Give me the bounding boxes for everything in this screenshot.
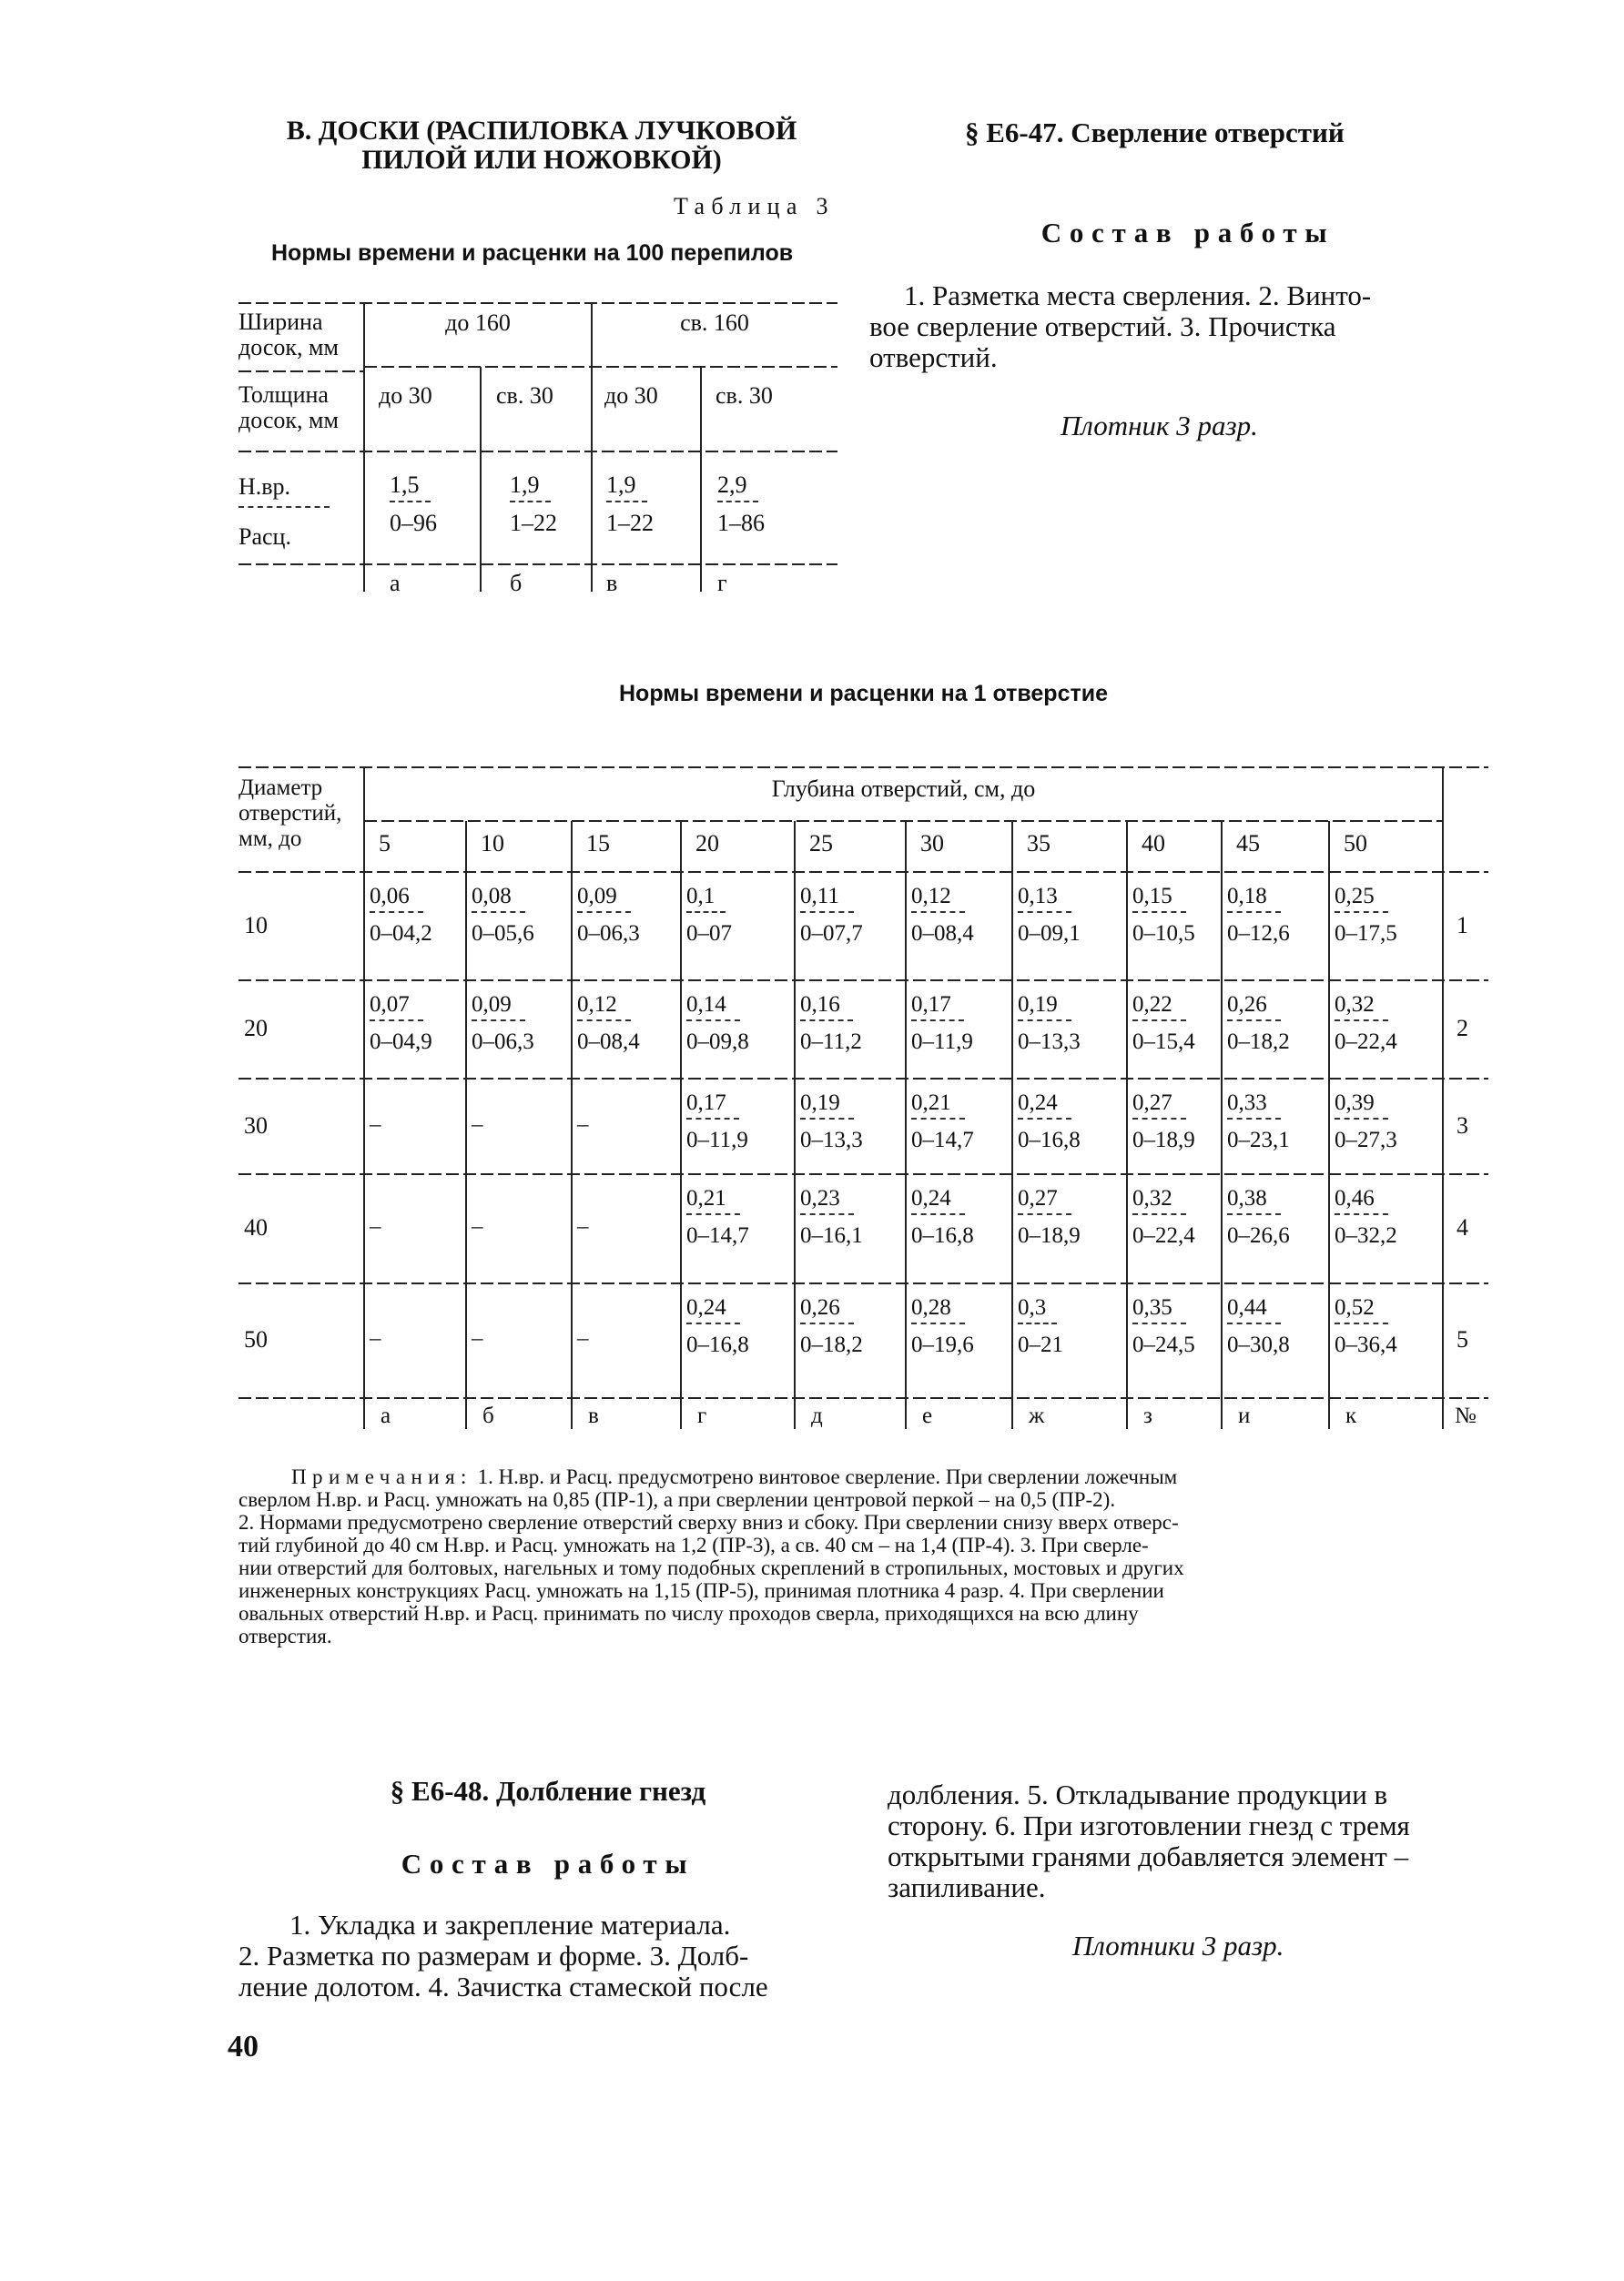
table3-rate-d: 1–86 xyxy=(717,510,765,536)
table2-cell xyxy=(686,993,749,1053)
fraction-line xyxy=(1132,1118,1186,1120)
table2-hvr: 0,08 xyxy=(472,884,512,908)
table3-width-group-1: до 160 xyxy=(445,309,511,336)
fraction-line xyxy=(577,1019,631,1021)
section47-title: § Е6-47. Сверление отверстий xyxy=(965,117,1345,148)
table2-dash: – xyxy=(577,1111,589,1137)
table2-letter: е xyxy=(922,1404,933,1428)
table2-hvr: 0,13 xyxy=(1018,884,1058,908)
table2-cell xyxy=(686,1187,749,1247)
table2-hvr: 0,18 xyxy=(1227,884,1267,908)
fraction-line xyxy=(1018,1118,1071,1120)
table2-caption: Нормы времени и расценки на 1 отверстие xyxy=(619,681,1108,706)
table2-rate: 0–07 xyxy=(686,921,732,946)
table2-hvr: 0,09 xyxy=(577,884,617,908)
table2-cell xyxy=(1018,1091,1081,1151)
notes-label: Примечания: xyxy=(291,1465,472,1488)
fraction-line xyxy=(800,1213,854,1215)
table2-depth-4: 20 xyxy=(695,830,719,857)
fraction-line xyxy=(911,1213,965,1215)
table2-cell xyxy=(1227,993,1290,1053)
table3-cell-d xyxy=(717,473,765,535)
table2-dash: – xyxy=(472,1326,483,1351)
table2-cell xyxy=(1335,1187,1397,1247)
table2-hvr: 0,28 xyxy=(911,1295,951,1320)
table3-hvr-c: 1,9 xyxy=(606,471,636,498)
table2-cell xyxy=(1227,1296,1290,1356)
table2-hvr: 0,21 xyxy=(686,1186,726,1211)
table2-rate: 0–13,3 xyxy=(800,1128,863,1152)
section48-left2: 2. Разметка по размерам и форме. 3. Долб- xyxy=(239,1940,749,1972)
fraction-line xyxy=(686,1019,740,1021)
section-b-title-line2: ПИЛОЙ ИЛИ НОЖОВКОЙ) xyxy=(361,145,722,175)
table2-cell xyxy=(800,1091,863,1151)
table3-label: Таблица 3 xyxy=(674,193,835,219)
table2-rate: 0–12,6 xyxy=(1227,921,1290,946)
table2-diameter: 10 xyxy=(244,911,268,938)
section47-work-line2: вое сверление отверстий. 3. Прочистка xyxy=(869,310,1336,342)
table3-rate-c: 1–22 xyxy=(606,510,654,536)
table2-hvr: 0,24 xyxy=(911,1186,951,1211)
table2-rate: 0–21 xyxy=(1018,1333,1063,1357)
table2-rate: 0–22,4 xyxy=(1132,1223,1195,1248)
table2-depth-6: 30 xyxy=(920,830,944,857)
notes-line7: овальных отверстий Н.вр. и Расц. принимать по числу проходов сверла, приходящихся на всю длину xyxy=(239,1602,1139,1625)
table2-hvr: 0,24 xyxy=(1018,1090,1058,1115)
table2-depth-9: 45 xyxy=(1236,830,1260,857)
table2-cell xyxy=(1018,1187,1081,1247)
table2-hvr: 0,17 xyxy=(911,992,951,1017)
table2-rate: 0–14,7 xyxy=(911,1128,974,1152)
fraction-line xyxy=(911,1118,965,1120)
table2-hvr: 0,15 xyxy=(1132,884,1172,908)
section48-left1: 1. Укладка и закрепление материала. xyxy=(289,1909,731,1941)
table2-rate: 0–16,8 xyxy=(911,1223,974,1248)
table2-row-number: 4 xyxy=(1457,1214,1468,1241)
table2-hvr: 0,16 xyxy=(800,992,840,1017)
table2-cell xyxy=(577,993,640,1053)
table2-cell xyxy=(577,1112,589,1138)
table2-cell xyxy=(1335,885,1397,945)
fraction-line xyxy=(1335,1118,1388,1120)
section48-right1: долбления. 5. Откладывание продукции в xyxy=(888,1779,1388,1810)
table2-hvr: 0,26 xyxy=(800,1295,840,1320)
fraction-line xyxy=(686,1213,740,1215)
table2-hvr: 0,19 xyxy=(800,1090,840,1115)
fraction-line xyxy=(1335,1213,1388,1215)
table2-cell xyxy=(800,1187,863,1247)
table2-hvr: 0,52 xyxy=(1335,1295,1375,1320)
table2-dash: – xyxy=(370,1326,381,1351)
table2-letter: д xyxy=(811,1404,823,1428)
table2-cell xyxy=(370,993,432,1053)
table2-hvr: 0,14 xyxy=(686,992,726,1017)
section48-title: § Е6-48. Долбление гнезд xyxy=(390,1775,706,1807)
table3-letter-a: а xyxy=(390,570,401,596)
table2-diameter: 50 xyxy=(244,1326,268,1353)
fraction-line xyxy=(911,911,965,913)
table2-rate: 0–26,6 xyxy=(1227,1223,1290,1248)
table2-depth-10: 50 xyxy=(1344,830,1367,857)
table3-label-divider xyxy=(239,506,330,508)
fraction-line xyxy=(1132,1213,1186,1215)
table2-depth-8: 40 xyxy=(1142,830,1165,857)
page-number: 40 xyxy=(228,2030,259,2063)
section47-work-line1: 1. Разметка места сверления. 2. Винто- xyxy=(904,279,1372,311)
table2-cell xyxy=(1018,885,1081,945)
table2-depth-1: 5 xyxy=(379,830,391,857)
table2-rate: 0–17,5 xyxy=(1335,921,1397,946)
table2-rate: 0–36,4 xyxy=(1335,1333,1397,1357)
table2-cell xyxy=(1227,885,1290,945)
fraction-line xyxy=(911,1323,965,1324)
table2-cell xyxy=(472,1112,483,1138)
fraction-line xyxy=(1227,1213,1281,1215)
table2-hvr: 0,17 xyxy=(686,1090,726,1115)
table2-cell xyxy=(370,1214,381,1240)
table2-letter: б xyxy=(482,1404,494,1428)
section48-right4: запиливание. xyxy=(888,1871,1046,1903)
table2-dash: – xyxy=(577,1326,589,1351)
table2-cell xyxy=(1335,993,1397,1053)
section48-work-header: Состав работы xyxy=(401,1848,695,1880)
table2-rate: 0–06,3 xyxy=(472,1029,534,1054)
fraction-line xyxy=(1132,911,1186,913)
notes-line1: 1. Н.вр. и Расц. предусмотрено винтовое сверление. При сверлении ложечным xyxy=(477,1465,1178,1488)
table2-letter: а xyxy=(381,1404,391,1428)
table2-hvr: 0,21 xyxy=(911,1090,951,1115)
section48-right3: открытыми гранями добавляется элемент – xyxy=(888,1840,1409,1872)
table2-rate: 0–04,9 xyxy=(370,1029,432,1054)
notes-line4: тий глубиной до 40 см Н.вр. и Расц. умножать на 1,2 (ПР-3), а св. 40 см – на 1,4 (ПР-4). 3. При сверле- xyxy=(239,1534,1149,1556)
table2-rate: 0–23,1 xyxy=(1227,1128,1290,1152)
fraction-line xyxy=(686,1323,740,1324)
section48-left-text xyxy=(239,1910,848,2002)
table2-cell xyxy=(686,885,732,945)
table2-dash: – xyxy=(577,1214,589,1239)
table3-thickness-4: св. 30 xyxy=(716,382,773,409)
table2-num-header: № xyxy=(1455,1404,1477,1428)
fraction-line xyxy=(1018,911,1071,913)
fraction-line xyxy=(1132,1323,1186,1324)
table3-rate-label: Расц. xyxy=(239,523,291,550)
table2-rate: 0–10,5 xyxy=(1132,921,1195,946)
section48-left3: ление долотом. 4. Зачистка стамеской после xyxy=(239,1971,768,2002)
fraction-line xyxy=(1018,1213,1071,1215)
table2-cell xyxy=(911,993,973,1053)
fraction-line xyxy=(1227,1019,1281,1021)
table3-thickness-1: до 30 xyxy=(379,382,432,409)
table2-rate: 0–06,3 xyxy=(577,921,640,946)
table2-cell xyxy=(472,885,534,945)
table3-width-group-2: св. 160 xyxy=(680,309,749,336)
fraction-line xyxy=(472,1019,525,1021)
fraction-line xyxy=(472,911,525,913)
table2-cell xyxy=(370,1326,381,1352)
table2-rate: 0–16,1 xyxy=(800,1223,863,1248)
table2-cell xyxy=(800,1296,863,1356)
table2-cell xyxy=(1132,1187,1195,1247)
fraction-line xyxy=(1335,911,1388,913)
table2-row-number: 1 xyxy=(1457,911,1468,938)
table2-hvr: 0,25 xyxy=(1335,884,1375,908)
table2-rate: 0–09,8 xyxy=(686,1029,749,1054)
table2-letter: г xyxy=(697,1404,707,1428)
table3-rate-b: 1–22 xyxy=(510,510,557,536)
table2-rate: 0–11,9 xyxy=(686,1128,748,1152)
table2-cell xyxy=(1132,1296,1195,1356)
table2-hvr: 0,32 xyxy=(1132,1186,1172,1211)
section48-right2: сторону. 6. При изготовлении гнезд с тремя xyxy=(888,1810,1410,1841)
fraction-line xyxy=(1018,1323,1057,1324)
table3-cell-c xyxy=(606,473,654,535)
fraction-line xyxy=(370,1019,423,1021)
fraction-line xyxy=(800,1019,853,1021)
table3-thickness-header: Толщина досок, мм xyxy=(239,381,339,433)
table2-rate: 0–30,8 xyxy=(1227,1333,1290,1357)
fraction-line xyxy=(1335,1323,1388,1324)
table2-cell xyxy=(1132,993,1195,1053)
table2-diameter: 40 xyxy=(244,1214,268,1241)
table2-cell xyxy=(911,1296,974,1356)
table2-row-number: 3 xyxy=(1457,1111,1468,1139)
table3-width-header: Ширина досок, мм xyxy=(239,309,339,360)
table2-cell xyxy=(472,1326,483,1352)
table2-depth-header: Глубина отверстий, см, до xyxy=(771,776,1036,802)
table2-cell xyxy=(1132,885,1195,945)
fraction-line xyxy=(577,911,631,913)
table2-hvr: 0,46 xyxy=(1335,1186,1375,1211)
table3-hvr-a: 1,5 xyxy=(390,471,420,498)
fraction-line xyxy=(1227,911,1281,913)
table2-depth-3: 15 xyxy=(586,830,610,857)
table2-hvr: 0,39 xyxy=(1335,1090,1375,1115)
table2-depth-5: 25 xyxy=(809,830,833,857)
fraction-line xyxy=(1132,1019,1186,1021)
table2-dash: – xyxy=(472,1214,483,1239)
table2-hvr: 0,09 xyxy=(472,992,512,1017)
table2-rate: 0–16,8 xyxy=(686,1333,749,1357)
notes-block xyxy=(239,1465,1490,1647)
table3-thickness-3: до 30 xyxy=(604,382,658,409)
table2-depth-2: 10 xyxy=(481,830,504,857)
table2-rate: 0–08,4 xyxy=(911,921,974,946)
section47-work-line3: отверстий. xyxy=(869,341,998,373)
table2-cell xyxy=(370,1112,381,1138)
table2-rate: 0–04,2 xyxy=(370,921,432,946)
table2-rate: 0–11,9 xyxy=(911,1029,973,1054)
table2-cell xyxy=(1335,1091,1397,1151)
table2-rate: 0–24,5 xyxy=(1132,1333,1195,1357)
table2-diam-header-2: отверстий, xyxy=(239,801,342,826)
table2-hvr: 0,07 xyxy=(370,992,410,1017)
table2-diameter: 30 xyxy=(244,1111,268,1139)
table2-hvr: 0,26 xyxy=(1227,992,1267,1017)
table2-cell xyxy=(1227,1187,1290,1247)
table2-dash: – xyxy=(472,1111,483,1137)
table2-rate: 0–09,1 xyxy=(1018,921,1081,946)
table2-hvr: 0,32 xyxy=(1335,992,1375,1017)
table2-cell xyxy=(686,1296,749,1356)
table3-letter-b: б xyxy=(510,570,523,596)
table2-hvr: 0,22 xyxy=(1132,992,1172,1017)
table2-diam-header-1: Диаметр xyxy=(239,776,323,800)
table2-rate: 0–18,2 xyxy=(1227,1029,1290,1054)
table2-cell xyxy=(911,1091,974,1151)
table2-hvr: 0,44 xyxy=(1227,1295,1267,1320)
table2-hvr: 0,06 xyxy=(370,884,410,908)
table2-rate: 0–18,9 xyxy=(1018,1223,1081,1248)
table3-rate-a: 0–96 xyxy=(390,510,437,536)
table2-cell xyxy=(800,993,862,1053)
table2-rate: 0–13,3 xyxy=(1018,1029,1081,1054)
table2-letter: к xyxy=(1345,1404,1357,1428)
table2-cell xyxy=(800,885,863,945)
table2-hvr: 0,27 xyxy=(1018,1186,1058,1211)
table2-hvr: 0,35 xyxy=(1132,1295,1172,1320)
table2-letter: з xyxy=(1143,1404,1152,1428)
table2-hvr: 0,12 xyxy=(577,992,617,1017)
fraction-line xyxy=(370,911,423,913)
section47-work-text xyxy=(869,280,1470,373)
notes-line3: 2. Нормами предусмотрено сверление отверстий сверху вниз и сбоку. При сверлении снизу вверх отверс- xyxy=(239,1511,1179,1534)
section48-right-text xyxy=(888,1779,1493,1903)
table2-cell xyxy=(1335,1296,1397,1356)
fraction-line xyxy=(1335,1019,1388,1021)
table2-depth-7: 35 xyxy=(1027,830,1051,857)
fraction-line xyxy=(686,911,726,913)
table2-cell xyxy=(577,1214,589,1240)
table2-cell xyxy=(1018,993,1081,1053)
section47-work-header: Состав работы xyxy=(1040,217,1335,248)
table2-hvr: 0,1 xyxy=(686,884,716,908)
table2-hvr: 0,3 xyxy=(1018,1295,1047,1320)
table2-rate: 0–15,4 xyxy=(1132,1029,1195,1054)
table2-hvr: 0,11 xyxy=(800,884,839,908)
fraction-line xyxy=(686,1118,739,1120)
table2-cell xyxy=(370,885,432,945)
table2-letter: и xyxy=(1238,1404,1251,1428)
table3-hvr-d: 2,9 xyxy=(717,471,747,498)
table2-rate: 0–32,2 xyxy=(1335,1223,1397,1248)
table2-diameter: 20 xyxy=(244,1015,268,1041)
table3-thickness-2: св. 30 xyxy=(496,382,553,409)
table2-diam-header xyxy=(239,776,341,852)
section-b-title-line1: В. ДОСКИ (РАСПИЛОВКА ЛУЧКОВОЙ xyxy=(286,116,797,146)
table2-cell xyxy=(577,885,640,945)
notes-line2: сверлом Н.вр. и Расц. умножать на 0,85 (ПР-1), а при сверлении центровой перкой – на 0,5 (ПР-2). xyxy=(239,1488,1116,1511)
fraction-line xyxy=(1018,1019,1071,1021)
table3-cell-b xyxy=(510,473,557,535)
table2-cell xyxy=(472,993,534,1053)
section47-worker: Плотник 3 разр. xyxy=(1061,410,1258,441)
table2-cell xyxy=(911,1187,974,1247)
table2-letter: ж xyxy=(1029,1404,1045,1428)
table2-rate: 0–07,7 xyxy=(800,921,863,946)
table2-dash: – xyxy=(370,1214,381,1239)
table2-rate: 0–27,3 xyxy=(1335,1128,1397,1152)
table2-cell xyxy=(911,885,974,945)
table3-letter-c: в xyxy=(606,570,618,596)
table2-hvr: 0,23 xyxy=(800,1186,840,1211)
table2-rate: 0–14,7 xyxy=(686,1223,749,1248)
table2-rate: 0–05,6 xyxy=(472,921,534,946)
fraction-line xyxy=(800,1118,854,1120)
table2-cell xyxy=(1227,1091,1290,1151)
table2-hvr: 0,19 xyxy=(1018,992,1058,1017)
table2-rate: 0–18,2 xyxy=(800,1333,863,1357)
table2-rate: 0–19,6 xyxy=(911,1333,974,1357)
fraction-line xyxy=(800,911,854,913)
table2-diam-header-3: мм, до xyxy=(239,826,302,851)
table3-caption: Нормы времени и расценки на 100 перепилов xyxy=(271,240,794,266)
table2-cell xyxy=(1018,1296,1063,1356)
table3-hvr-b: 1,9 xyxy=(510,471,540,498)
table2-rate: 0–11,2 xyxy=(800,1029,862,1054)
section48-worker: Плотники 3 разр. xyxy=(1072,1930,1284,1962)
table2-hvr: 0,12 xyxy=(911,884,951,908)
table2-hvr: 0,38 xyxy=(1227,1186,1267,1211)
table2-rate: 0–08,4 xyxy=(577,1029,640,1054)
table2-rate: 0–22,4 xyxy=(1335,1029,1397,1054)
table2-cell xyxy=(686,1091,748,1151)
table3-hvr-label: Н.вр. xyxy=(239,473,291,500)
table2-cell xyxy=(1132,1091,1195,1151)
table2-rate: 0–18,9 xyxy=(1132,1128,1195,1152)
table2-row-number: 2 xyxy=(1457,1015,1468,1041)
table3-letter-d: г xyxy=(717,570,727,596)
table3-cell-a xyxy=(390,473,437,535)
notes-line8: отверстия. xyxy=(239,1625,332,1647)
table2-dash: – xyxy=(370,1111,381,1137)
fraction-line xyxy=(800,1323,854,1324)
table2-cell xyxy=(577,1326,589,1352)
fraction-line xyxy=(1227,1118,1281,1120)
table2-hvr: 0,33 xyxy=(1227,1090,1267,1115)
table2-hvr: 0,27 xyxy=(1132,1090,1172,1115)
table2-letter: в xyxy=(588,1404,599,1428)
table2-row-number: 5 xyxy=(1457,1326,1468,1353)
table2-cell xyxy=(472,1214,483,1240)
notes-line5: нии отверстий для болтовых, нагельных и тому подобных скреплений в стропильных, мостовых и других xyxy=(239,1556,1184,1579)
notes-line6: инженерных конструкциях Расц. умножать на 1,15 (ПР-5), принимая плотника 4 разр. 4. При сверлении xyxy=(239,1579,1164,1602)
fraction-line xyxy=(1227,1323,1281,1324)
table2-rate: 0–16,8 xyxy=(1018,1128,1081,1152)
table2-hvr: 0,24 xyxy=(686,1295,726,1320)
fraction-line xyxy=(911,1019,964,1021)
